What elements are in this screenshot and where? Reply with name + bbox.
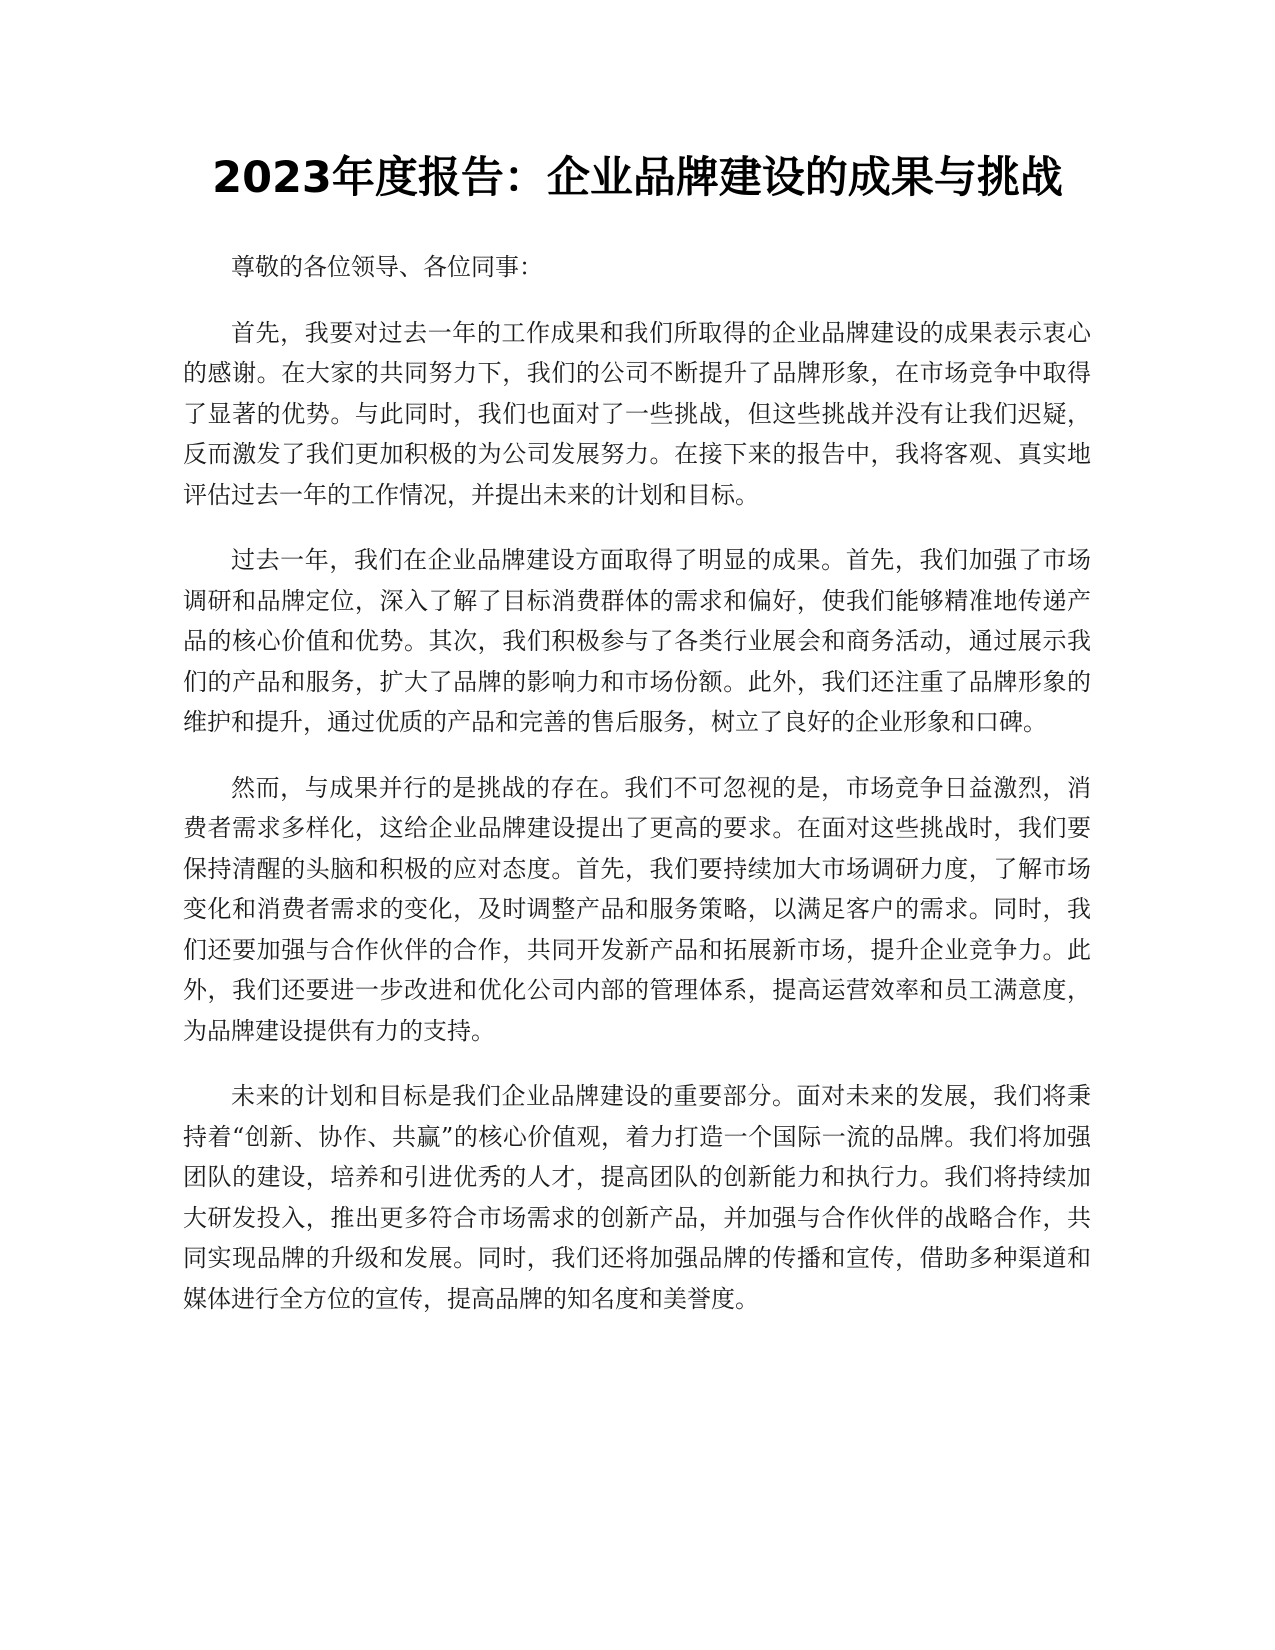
achievements-paragraph: 过去一年，我们在企业品牌建设方面取得了明显的成果。首先，我们加强了市场调研和品牌定位，深入了解了目标消费群体的需求和偏好，使我们能够精准地传递产品的核心价值和优势。其次，我们积极参与了各类行业展会和商务活动，通过展示我们的产品和服务，扩大了品牌的影响力和市场份额。此外，我们还注重了品牌形象的维护和提升，通过优质的产品和完善的售后服务，树立了良好的企业形象和口碑。 [183,546,1091,736]
document-body [183,247,1091,1344]
future-plans-paragraph: 未来的计划和目标是我们企业品牌建设的重要部分。面对未来的发展，我们将秉持着“创新、协作、共赢”的核心价值观，着力打造一个国际一流的品牌。我们将加强团队的建设，培养和引进优秀的人才，提高团队的创新能力和执行力。我们将持续加大研发投入，推出更多符合市场需求的创新产品，并加强与合作伙伴的战略合作，共同实现品牌的升级和发展。同时，我们还将加强品牌的传播和宣传，借助多种渠道和媒体进行全方位的宣传，提高品牌的知名度和美誉度。 [183,1082,1091,1313]
document-title: 2023年度报告：企业品牌建设的成果与挑战 [212,153,1063,203]
intro-paragraph: 首先，我要对过去一年的工作成果和我们所取得的企业品牌建设的成果表示衷心的感谢。在大家的共同努力下，我们的公司不断提升了品牌形象，在市场竞争中取得了显著的优势。与此同时，我们也面对了一些挑战，但这些挑战并没有让我们迟疑，反而激发了我们更加积极的为公司发展努力。在接下来的报告中，我将客观、真实地评估过去一年的工作情况，并提出未来的计划和目标。 [183,318,1091,509]
salutation-paragraph: 尊敬的各位领导、各位同事： [231,253,543,281]
challenges-paragraph: 然而，与成果并行的是挑战的存在。我们不可忽视的是，市场竞争日益激烈，消费者需求多样化，这给企业品牌建设提出了更高的要求。在面对这些挑战时，我们要保持清醒的头脑和积极的应对态度。首先，我们要持续加大市场调研力度，了解市场变化和消费者需求的变化，及时调整产品和服务策略，以满足客户的需求。同时，我们还要加强与合作伙伴的合作，共同开发新产品和拓展新市场，提升企业竞争力。此外，我们还要进一步改进和优化公司内部的管理体系，提高运营效率和员工满意度，为品牌建设提供有力的支持。 [183,773,1091,1045]
